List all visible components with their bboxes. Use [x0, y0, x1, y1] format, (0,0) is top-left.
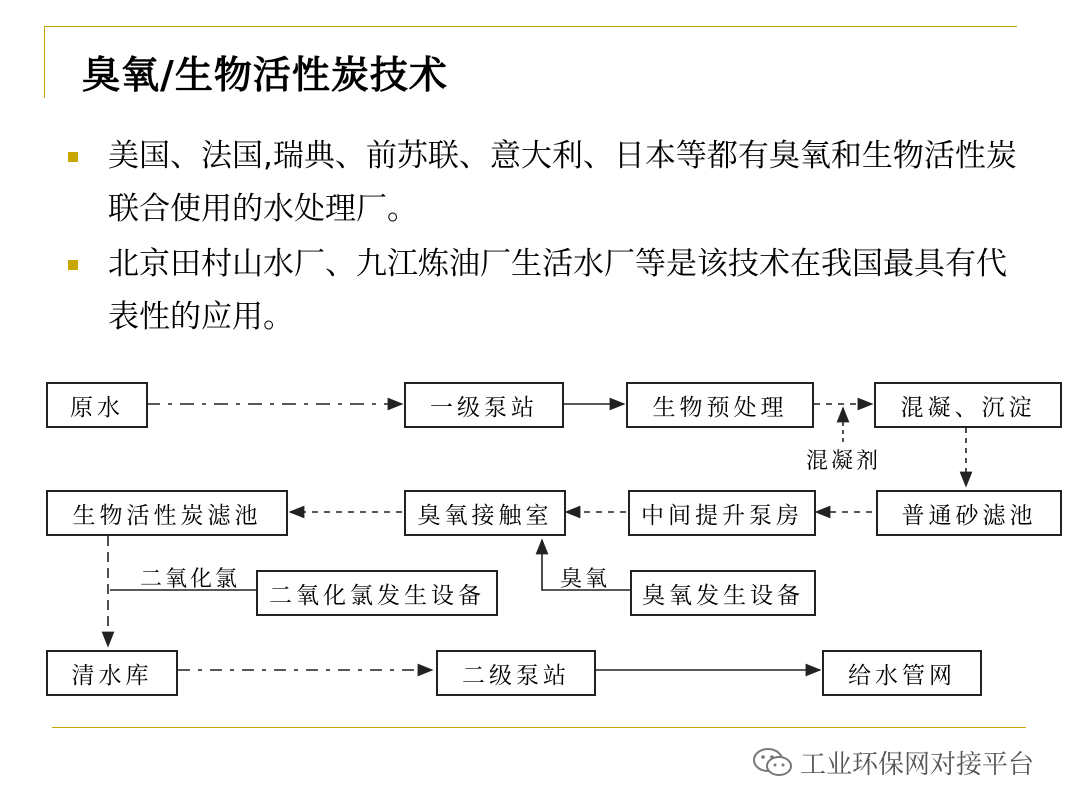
watermark-text: 工业环保网对接平台 — [800, 750, 1035, 780]
ozone-generator-box: 臭氧发生设备 — [630, 570, 816, 616]
wechat-icon — [752, 746, 794, 780]
raw-water-box: 原水 — [46, 382, 148, 428]
sand-filter-box: 普通砂滤池 — [876, 490, 1062, 536]
watermark — [752, 744, 1034, 781]
pump-station-1-box: 一级泵站 — [404, 382, 564, 428]
page-title: 臭氧/生物活性炭技术 — [82, 53, 448, 97]
coagulation-box: 混凝、沉淀 — [874, 382, 1062, 428]
coagulant-label: 混凝剂 — [806, 449, 882, 474]
clo2-generator-box: 二氧化氯发生设备 — [256, 570, 498, 616]
bac-filter-box: 生物活性炭滤池 — [46, 490, 288, 536]
clo2-label: 二氧化氯 — [140, 567, 241, 592]
ozone-contact-box: 臭氧接触室 — [404, 490, 566, 536]
pump-station-2-box: 二级泵站 — [436, 650, 596, 696]
ozone-label: 臭氧 — [560, 567, 611, 592]
supply-network-box: 给水管网 — [822, 650, 982, 696]
clear-water-tank-box: 清水库 — [46, 650, 178, 696]
bio-pretreatment-box: 生物预处理 — [626, 382, 814, 428]
bullet-text: 北京田村山水厂、九江炼油厂生活水厂等是该技术在我国最具有代表性的应用。 — [108, 246, 1007, 335]
mid-pump-box: 中间提升泵房 — [628, 490, 816, 536]
bullet-text: 美国、法国,瑞典、前苏联、意大利、日本等都有臭氧和生物活性炭联合使用的水处理厂。 — [108, 138, 1017, 227]
frame-bottom-line — [52, 727, 1026, 728]
